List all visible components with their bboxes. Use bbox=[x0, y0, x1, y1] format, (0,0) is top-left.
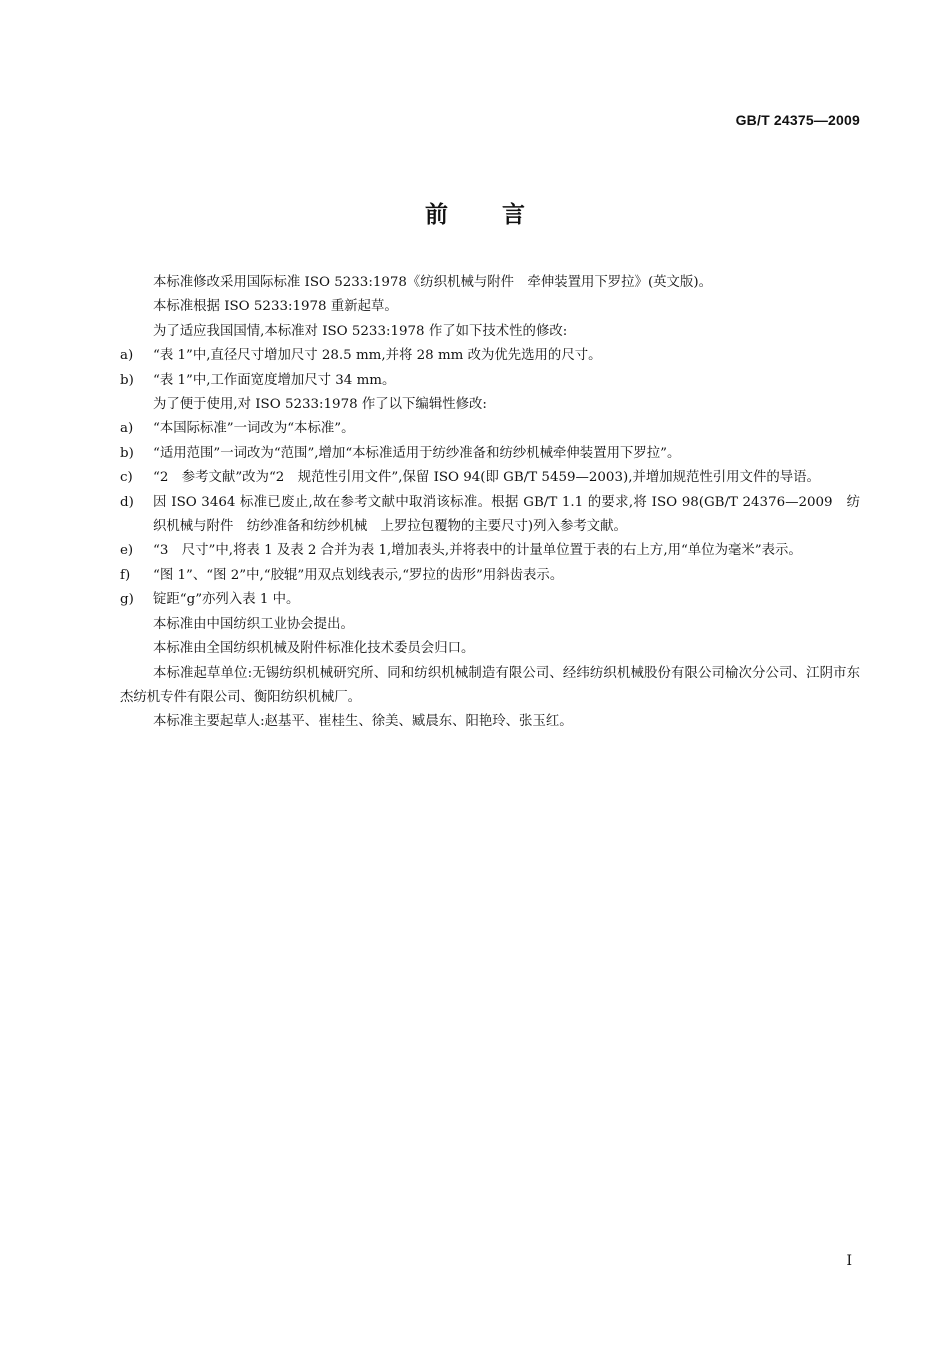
list-item-label: f) bbox=[120, 567, 131, 583]
list-item-label: c) bbox=[120, 470, 133, 486]
list-item-label: b) bbox=[120, 445, 134, 461]
list-item-text: “2 参考文献”改为“2 规范性引用文件”,保留 ISO 94(即 GB/T 5459—2003),并增加规范性引用文件的导语。 bbox=[153, 470, 820, 486]
list-item-label: g) bbox=[120, 592, 134, 608]
list-item-text: “适用范围”一词改为“范围”,增加“本标准适用于纺纱准备和纺纱机械牵伸装置用下罗拉”。 bbox=[153, 445, 681, 461]
list-item-text: “表 1”中,直径尺寸增加尺寸 28.5 mm,并将 28 mm 改为优先选用的尺寸。 bbox=[153, 348, 602, 364]
document-body bbox=[120, 271, 860, 735]
list-item bbox=[120, 417, 860, 441]
paragraph-editorial-intro: 为了便于使用,对 ISO 5233:1978 作了以下编辑性修改: bbox=[153, 397, 487, 413]
page-number: I bbox=[846, 1253, 852, 1269]
list-item-label: b) bbox=[120, 372, 134, 388]
list-item bbox=[120, 564, 860, 588]
paragraph-drafters: 本标准主要起草人:赵基平、崔桂生、徐美、臧晨东、阳艳玲、张玉红。 bbox=[153, 714, 573, 730]
list-item bbox=[120, 588, 860, 612]
list-item-text: 锭距“g”亦列入表 1 中。 bbox=[153, 592, 300, 608]
list-item bbox=[120, 539, 860, 563]
paragraph-committee: 本标准由全国纺织机械及附件标准化技术委员会归口。 bbox=[153, 641, 475, 657]
list-item-text: “本国际标准”一词改为“本标准”。 bbox=[153, 421, 355, 437]
list-item-text: “3 尺寸”中,将表 1 及表 2 合并为表 1,增加表头,并将表中的计量单位置于表的右上方,用“单位为毫米”表示。 bbox=[153, 543, 802, 559]
list-item-label: d) bbox=[120, 494, 134, 510]
page-title: 前言 bbox=[425, 202, 579, 228]
standard-code: GB/T 24375—2009 bbox=[735, 112, 860, 128]
list-item-label: e) bbox=[120, 543, 134, 559]
paragraph-redraft: 本标准根据 ISO 5233:1978 重新起草。 bbox=[153, 299, 398, 315]
list-item-label: a) bbox=[120, 421, 134, 437]
list-item-text: 因 ISO 3464 标准已废止,故在参考文献中取消该标准。根据 GB/T 1.1 的要求,将 ISO 98(GB/T 24376—2009 纺织机械与附件 纺纱准备和纺纱机械 上罗拉包覆物的主要尺寸)列入参考文献。 bbox=[153, 494, 860, 535]
list-item bbox=[120, 466, 860, 490]
paragraph-proposer: 本标准由中国纺织工业协会提出。 bbox=[153, 616, 354, 632]
list-item bbox=[120, 442, 860, 466]
list-item bbox=[120, 491, 860, 540]
paragraph-technical-intro: 为了适应我国国情,本标准对 ISO 5233:1978 作了如下技术性的修改: bbox=[153, 323, 568, 339]
paragraph-drafting-units: 本标准起草单位:无锡纺织机械研究所、同和纺织机械制造有限公司、经纬纺织机械股份有限公司榆次分公司、江阴市东杰纺机专件有限公司、衡阳纺织机械厂。 bbox=[120, 665, 860, 705]
list-item bbox=[120, 369, 860, 393]
list-item bbox=[120, 344, 860, 368]
paragraph-adoption: 本标准修改采用国际标准 ISO 5233:1978《纺织机械与附件 牵伸装置用下罗拉》(英文版)。 bbox=[153, 275, 712, 290]
list-item-text: “表 1”中,工作面宽度增加尺寸 34 mm。 bbox=[153, 372, 396, 388]
list-item-text: “图 1”、“图 2”中,“胶辊”用双点划线表示,“罗拉的齿形”用斜齿表示。 bbox=[153, 567, 564, 583]
list-item-label: a) bbox=[120, 348, 134, 364]
